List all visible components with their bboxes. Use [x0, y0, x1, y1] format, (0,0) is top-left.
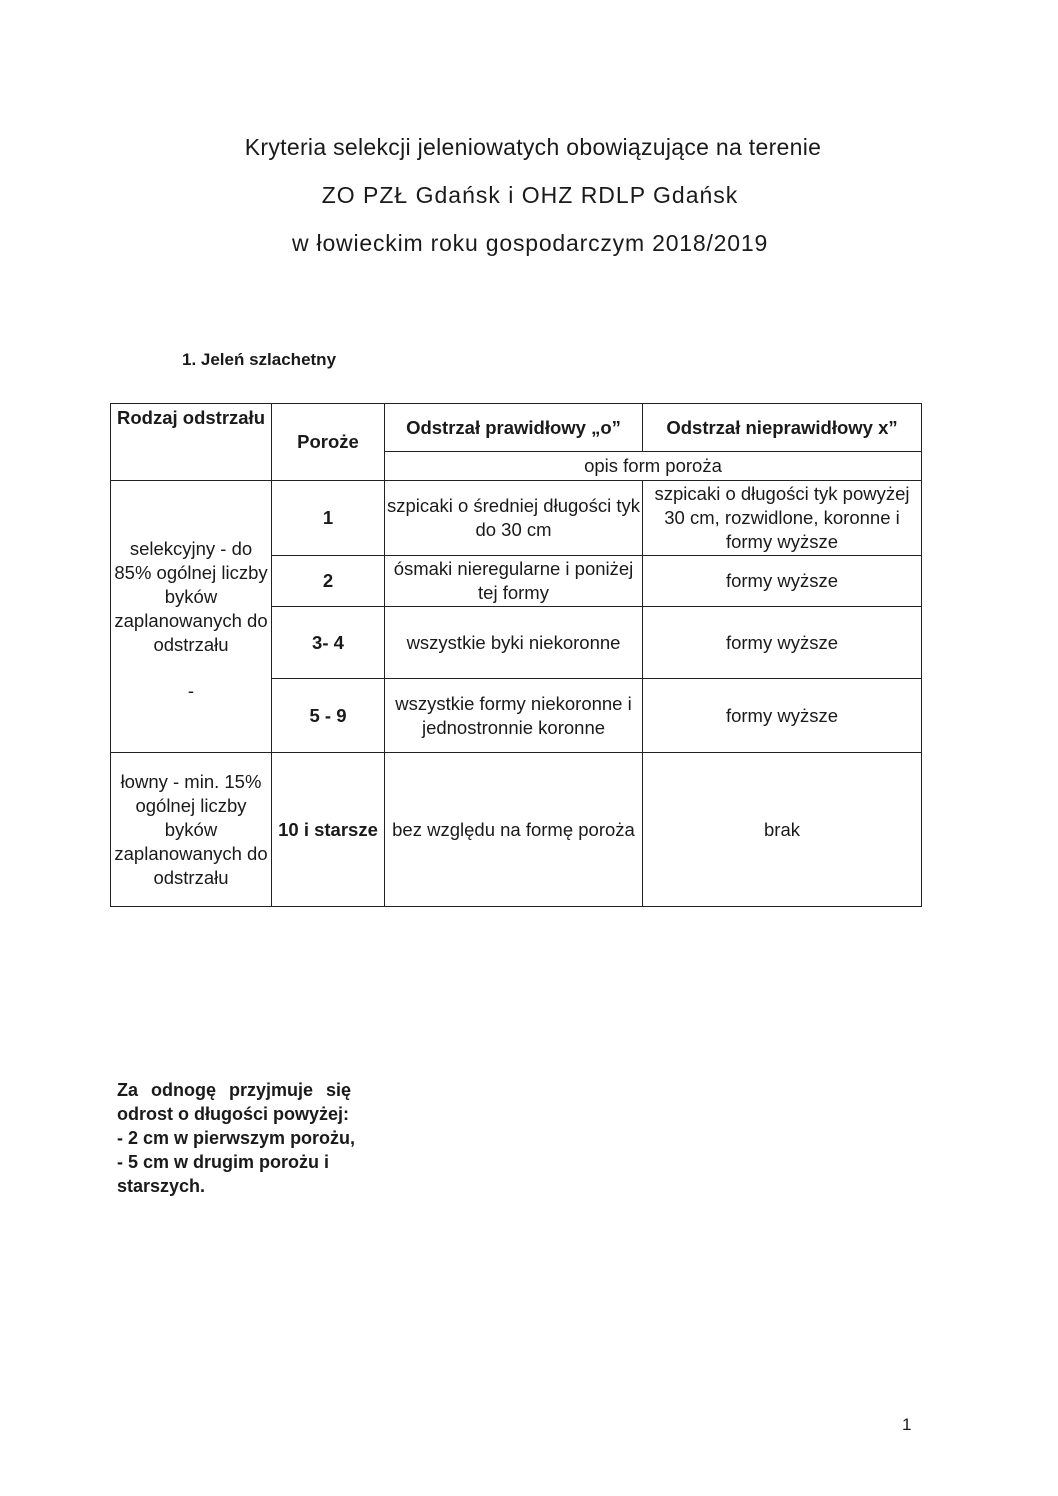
- selection-criteria-table: [110, 403, 922, 907]
- title-line-2: ZO PZŁ Gdańsk i OHZ RDLP Gdańsk: [321, 182, 739, 208]
- note-line-4: - 5 cm w drugim porożu i: [117, 1152, 330, 1172]
- prawidlowy-cell: wszystkie formy niekoronne i jednostronnie koronne: [385, 679, 643, 753]
- table-row: [111, 481, 922, 556]
- header-prawidlowy: Odstrzał prawidłowy „o”: [385, 404, 643, 452]
- nieprawidlowy-cell: formy wyższe: [643, 679, 922, 753]
- poroze-cell: 3- 4: [272, 607, 385, 679]
- prawidlowy-cell: bez względu na formę poroża: [385, 753, 643, 907]
- title-line-3: w łowieckim roku gospodarczym 2018/2019: [291, 230, 769, 256]
- nieprawidlowy-cell: formy wyższe: [643, 607, 922, 679]
- header-rodzaj: Rodzaj odstrzału: [111, 404, 272, 481]
- note-line-2: odrost o długości powyżej:: [117, 1104, 350, 1124]
- poroze-cell: 1: [272, 481, 385, 556]
- prawidlowy-cell: wszystkie byki niekoronne: [385, 607, 643, 679]
- table-row: [111, 753, 922, 907]
- group-selekcyjny-cell: [111, 481, 272, 753]
- table-header-row: [111, 404, 922, 452]
- prawidlowy-cell: ósmaki nieregularne i poniżej tej formy: [385, 556, 643, 607]
- poroze-cell: 5 - 9: [272, 679, 385, 753]
- note-line-3: - 2 cm w pierwszym porożu,: [117, 1128, 356, 1148]
- title-line-1: Kryteria selekcji jeleniowatych obowiązujące na terenie: [244, 134, 822, 160]
- header-poroze: Poroże: [272, 404, 385, 481]
- poroze-cell: 10 i starsze: [272, 753, 385, 907]
- page-number: 1: [902, 1415, 912, 1434]
- group-selekcyjny-dash: -: [187, 679, 195, 701]
- header-opis: opis form poroża: [385, 452, 922, 481]
- nieprawidlowy-cell: formy wyższe: [643, 556, 922, 607]
- nieprawidlowy-cell: szpicaki o długości tyk powyżej 30 cm, rozwidlone, koronne i formy wyższe: [643, 481, 922, 556]
- section-heading: 1. Jeleń szlachetny: [182, 350, 337, 369]
- note-line-1: Za odnogę przyjmuje się: [117, 1080, 352, 1100]
- group-selekcyjny-label: selekcyjny - do 85% ogólnej liczby byków zaplanowanych do odstrzału: [114, 537, 268, 655]
- header-nieprawidlowy: Odstrzał nieprawidłowy x”: [643, 404, 922, 452]
- prawidlowy-cell: szpicaki o średniej długości tyk do 30 cm: [385, 481, 643, 556]
- note-line-5: starszych.: [117, 1176, 206, 1196]
- poroze-cell: 2: [272, 556, 385, 607]
- group-lowny-cell: łowny - min. 15% ogólnej liczby byków zaplanowanych do odstrzału: [111, 753, 272, 907]
- antler-definition-note: [117, 1078, 355, 1198]
- nieprawidlowy-cell: brak: [643, 753, 922, 907]
